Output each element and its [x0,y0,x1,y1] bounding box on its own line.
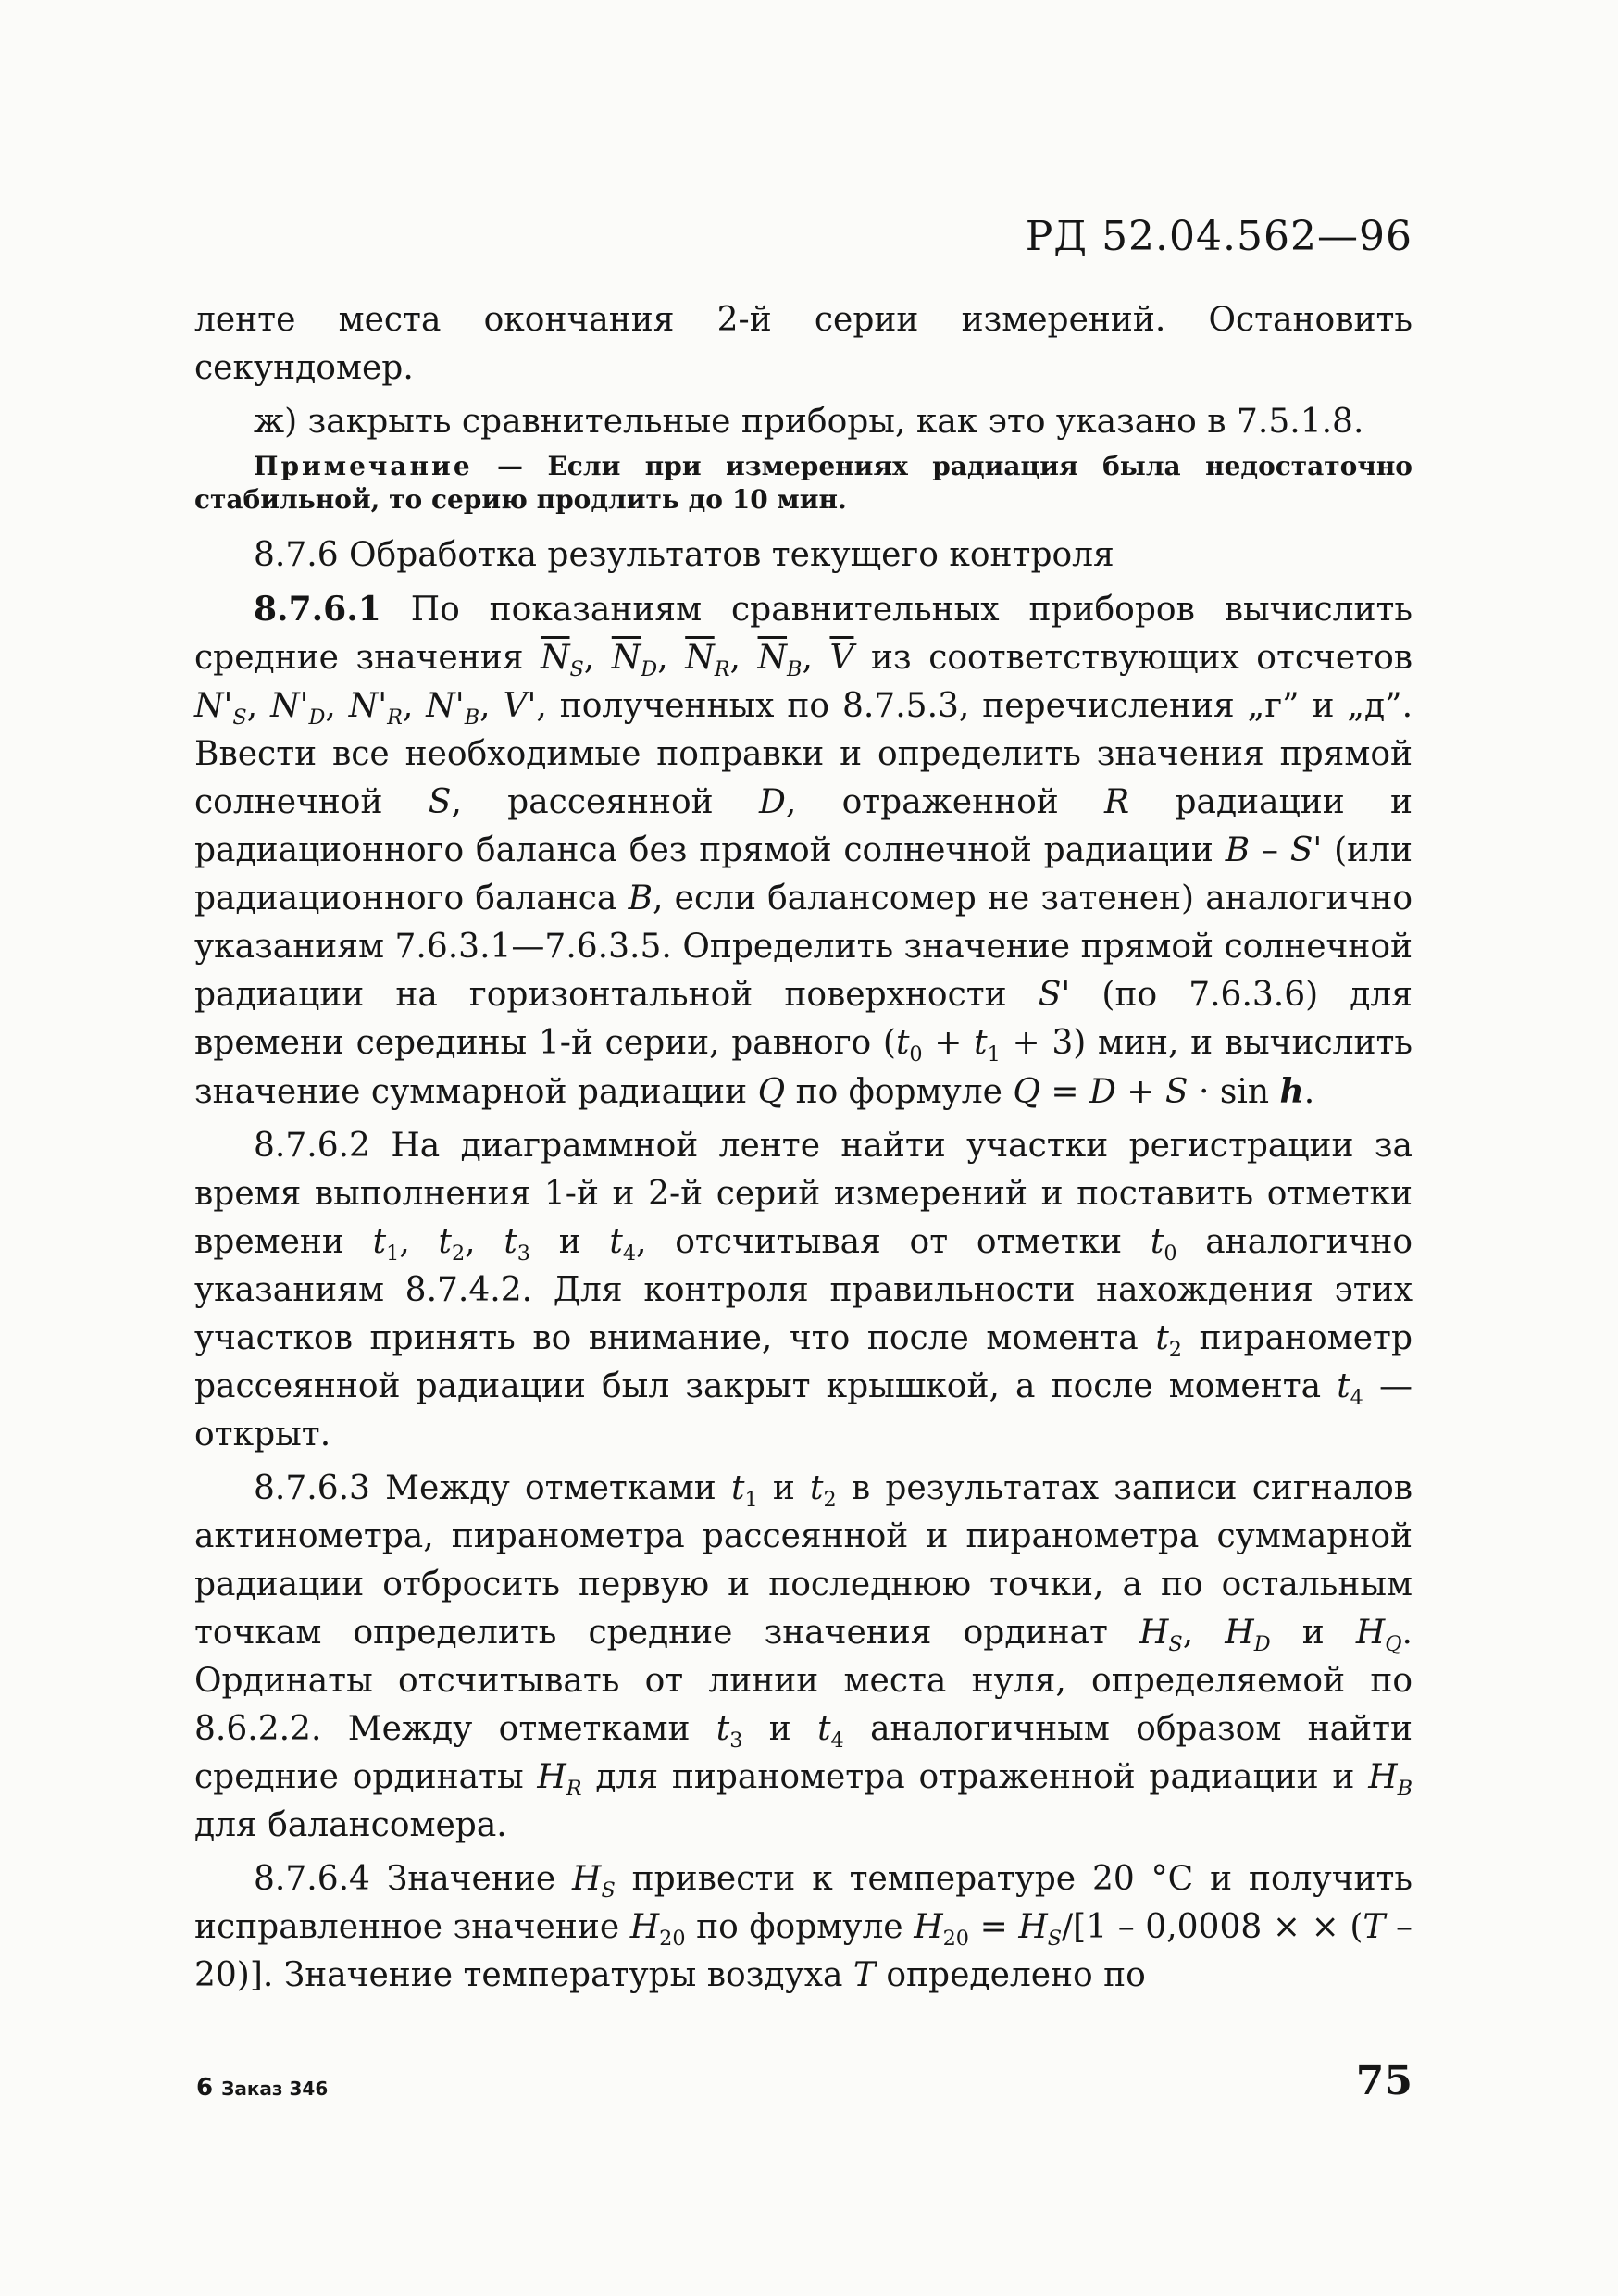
paragraph-8-7-6-3: 8.7.6.3 Между отметками $t_1$ и $t_2$ в результатах записи сигналов актинометра, пиранометра рассеянной и пиранометра суммарной радиации отбросить первую и последнюю точки, а по остальным точкам определить средние значения ординат $H_S$, $H_D$ и $H_Q$. Ординаты отсчитывать от линии места нуля, определяемой по 8.6.2.2. Между отметками $t_3$ и $t_4$ аналогичным образом найти средние ординаты $H_R$ для пиранометра отраженной радиации и $H_B$ для балансомера. [194,1469,1413,1844]
page-body [194,296,1413,2000]
print-footer [196,2074,328,2102]
sheet-number: 6 [196,2074,214,2102]
section-heading-8-7-6: 8.7.6 Обработка результатов текущего контроля [254,536,1114,574]
order-label: Заказ 346 [221,2078,329,2100]
clause-number: 8.7.6.1 [254,590,381,629]
note-paragraph [194,450,1413,517]
note-text: — Если при измерениях радиация была недостаточно стабильной, то серию продлить до 10 мин. [194,451,1413,515]
list-item-zh: ж) закрыть сравнительные приборы, как это указано в 7.5.1.8. [254,403,1364,441]
paragraph-8-7-6-2: 8.7.6.2 На диаграммной ленте найти участки регистрации за время выполнения 1-й и 2-й серий измерений и поставить отметки времени $t_1$, $t_2$, $t_3$ и $t_4$, отсчитывая от отметки $t_0$ аналогично указаниям 8.7.4.2. Для контроля правильности нахождения этих участков принять во внимание, что после момента $t_2$ пиранометр рассеянной радиации был закрыт крышкой, а после момента $t_4$ — открыт. [194,1127,1413,1454]
continuation-paragraph: ленте места окончания 2-й серии измерений. Остановить секундомер. [194,301,1413,387]
paragraph-8-7-6-1: 8.7.6.1 По показаниям сравнительных приборов вычислить средние значения $\overline{N}_S$, $\overline{N}_D$, $\overline{N}_R$, $\overline{N}_B$, $\overline{V}$ из соответствующих отсчетов $N'_S$, $N'_D$, $N'_R$, $N'_B$, V', полученных по 8.7.5.3, перечисления „г” и „д”. Ввести все необходимые поправки и определить значения прямой солнечной S, рассеянной D, отраженной R радиации и радиационного баланса без прямой солнечной радиации B – S' (или радиационного баланса B, если балансомер не затенен) аналогично указаниям 7.6.3.1—7.6.3.5. Определить значение прямой солнечной радиации на горизонтальной поверхности S' (по 7.6.3.6) для времени середины 1-й серии, равного $(t_0 + t_1 + 3)$ мин, и вычислить значение суммарной радиации Q по формуле Q = D + S · sin h. [194,590,1413,1111]
clause-number: 8.7.6.4 [254,1860,370,1898]
clause-number: 8.7.6.3 [254,1469,370,1507]
note-label: Примечание [254,451,473,481]
page-number: 75 [1355,2057,1413,2104]
document-code: РД 52.04.562—96 [1025,213,1413,260]
paragraph-8-7-6-4: 8.7.6.4 Значение $H_S$ привести к температуре 20 °С и получить исправленное значение $H_{20}$ по формуле $H_{20} = H_S/[1 - 0,0008$ × × (T – 20)]. Значение температуры воздуха T определено по [194,1860,1413,1994]
clause-number: 8.7.6.2 [254,1127,370,1165]
